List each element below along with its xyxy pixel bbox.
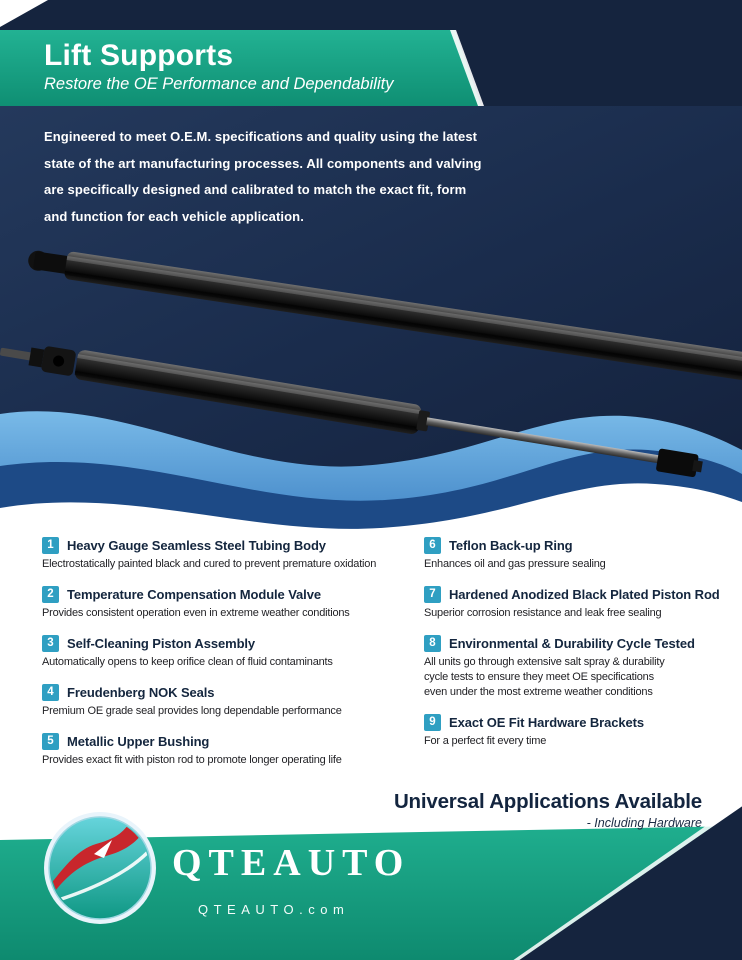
website-url: QTEAUTO.com xyxy=(198,902,350,917)
feature-title: Metallic Upper Bushing xyxy=(67,733,210,749)
features-left-column xyxy=(42,536,417,781)
feature-item xyxy=(42,536,417,572)
universal-applications xyxy=(394,790,702,830)
features-right-column xyxy=(424,536,720,762)
feature-title: Environmental & Durability Cycle Tested xyxy=(449,635,695,651)
feature-number-badge: 8 xyxy=(424,635,441,652)
feature-item xyxy=(42,683,417,719)
feature-title: Temperature Compensation Module Valve xyxy=(67,586,321,602)
feature-number-badge: 3 xyxy=(42,635,59,652)
feature-number-badge: 2 xyxy=(42,586,59,603)
feature-item xyxy=(424,536,716,572)
feature-description: Enhances oil and gas pressure sealing xyxy=(424,558,606,570)
feature-number-badge: 4 xyxy=(42,684,59,701)
feature-description: Provides consistent operation even in extreme weather conditions xyxy=(42,607,350,619)
brand-name: QTEAUTO xyxy=(172,842,411,884)
feature-number-badge: 6 xyxy=(424,537,441,554)
feature-item xyxy=(424,634,716,700)
feature-item xyxy=(424,585,720,621)
feature-description: Electrostatically painted black and cured to prevent premature oxidation xyxy=(42,558,377,570)
feature-number-badge: 5 xyxy=(42,733,59,750)
feature-description: All units go through extensive salt spray & durability cycle tests to ensure they meet OE specifications even under the most extreme weather conditions xyxy=(424,656,665,698)
feature-item xyxy=(42,634,417,670)
hero-section xyxy=(0,106,742,540)
feature-title: Heavy Gauge Seamless Steel Tubing Body xyxy=(67,537,326,553)
feature-description: For a perfect fit every time xyxy=(424,735,547,747)
feature-description: Superior corrosion resistance and leak free sealing xyxy=(424,607,662,619)
feature-item xyxy=(424,713,716,749)
feature-title: Freudenberg NOK Seals xyxy=(67,684,215,700)
road-swoosh-logo-icon xyxy=(42,810,158,926)
intro-text: Engineered to meet O.E.M. specifications and quality using the latest state of the art manufacturing processes. All components and valving are specifically designed and calibrated to match the exact fit, form and function for each vehicle application. xyxy=(44,129,482,224)
universal-applications-subtitle: - Including Hardware xyxy=(586,816,702,830)
feature-number-badge: 1 xyxy=(42,537,59,554)
feature-item xyxy=(42,732,417,768)
wave-graphic xyxy=(0,411,742,540)
universal-applications-title: Universal Applications Available xyxy=(393,790,702,813)
page-subtitle: Restore the OE Performance and Dependability xyxy=(44,75,394,93)
feature-number-badge: 7 xyxy=(424,586,441,603)
feature-number-badge: 9 xyxy=(424,714,441,731)
feature-item xyxy=(42,585,417,621)
feature-title: Self-Cleaning Piston Assembly xyxy=(67,635,256,651)
feature-description: Premium OE grade seal provides long dependable performance xyxy=(42,705,342,717)
top-bar xyxy=(0,0,742,30)
feature-title: Exact OE Fit Hardware Brackets xyxy=(449,714,644,730)
feature-title: Teflon Back-up Ring xyxy=(449,537,573,553)
header-band xyxy=(0,30,742,106)
page-title: Lift Supports xyxy=(44,39,234,72)
feature-description: Provides exact fit with piston rod to promote longer operating life xyxy=(42,754,342,766)
feature-description: Automatically opens to keep orifice clean of fluid contaminants xyxy=(42,656,333,668)
feature-title: Hardened Anodized Black Plated Piston Rod xyxy=(449,586,720,602)
brand-logo xyxy=(42,810,158,931)
